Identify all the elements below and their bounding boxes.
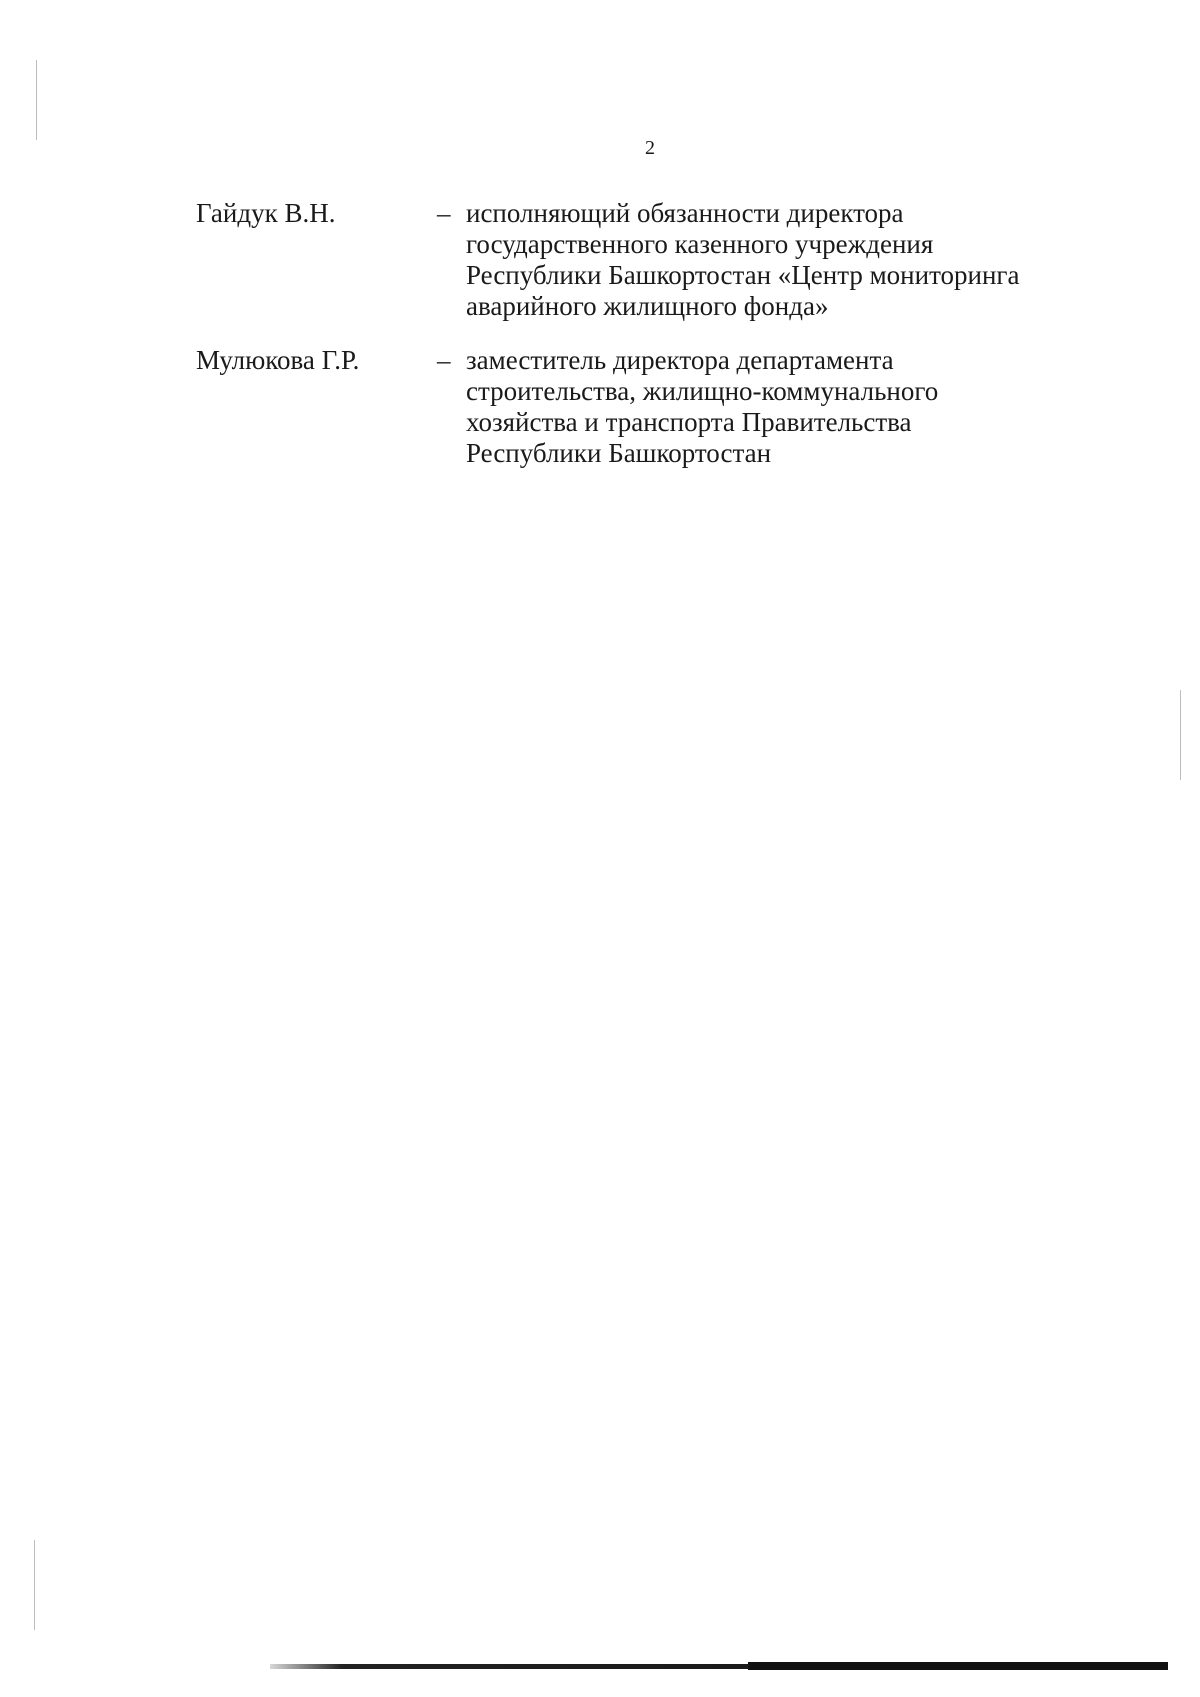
position-line: строительства, жилищно-коммунального — [466, 376, 939, 406]
member-position — [466, 345, 1116, 469]
member-position — [466, 198, 1116, 322]
scan-artifact-left-top — [36, 60, 37, 140]
bottom-border-line-thick — [748, 1662, 1168, 1670]
scan-artifact-left-bottom — [34, 1540, 35, 1630]
position-line: заместитель директора департамента — [466, 345, 894, 375]
member-name: Гайдук В.Н. — [196, 198, 336, 228]
dash-separator: – — [437, 345, 451, 375]
position-line: Республики Башкортостан «Центр мониторинга — [466, 260, 1020, 290]
position-line: хозяйства и транспорта Правительства — [466, 407, 912, 437]
position-line: аварийного жилищного фонда» — [466, 291, 829, 321]
page-number: 2 — [645, 137, 655, 159]
position-line: исполняющий обязанности директора — [466, 198, 904, 228]
member-name: Мулюкова Г.Р. — [196, 345, 360, 375]
dash-separator: – — [437, 198, 451, 228]
position-line: государственного казенного учреждения — [466, 229, 934, 259]
scan-artifact-right-mid — [1180, 690, 1181, 780]
position-line: Республики Башкортостан — [466, 438, 772, 468]
